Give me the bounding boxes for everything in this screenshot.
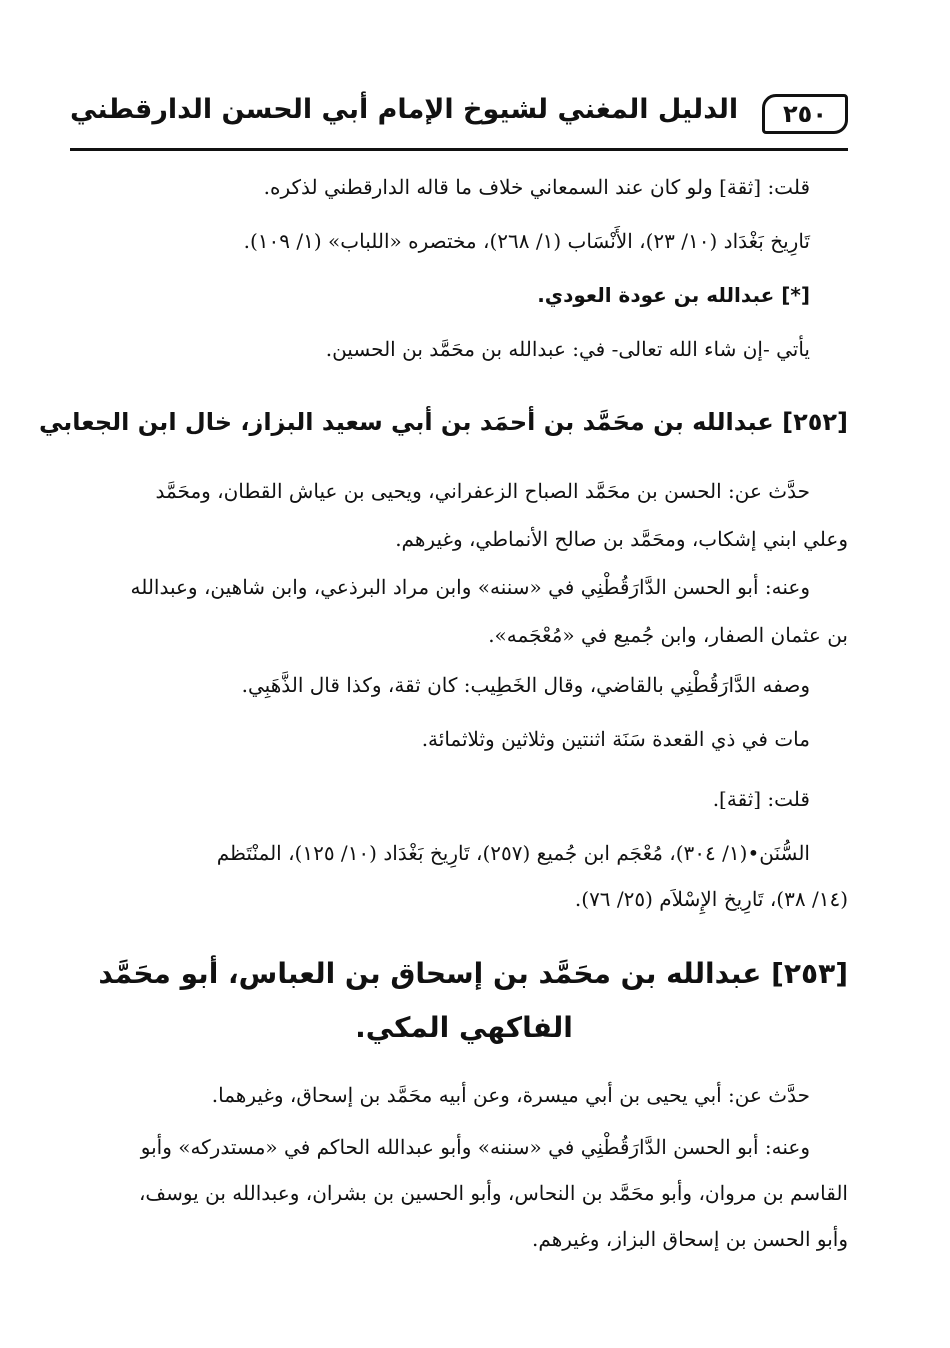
- entry-253-students-line-3: وأبو الحسن بن إسحاق البزاز، وغيرهم.: [532, 1227, 848, 1251]
- entry-253-teachers: حدَّث عن: أبي يحيى بن أبي ميسرة، وعن أبيه محَمَّد بن إسحاق، وغيرهما.: [211, 1083, 810, 1107]
- cross-reference-heading: [*] عبدالله بن عودة العودي.: [537, 283, 810, 307]
- page-header: [70, 88, 848, 144]
- entry-252-verdict: قلت: [ثقة].: [712, 787, 810, 811]
- references-line: تَارِيخ بَغْدَاد (١٠/ ٢٣)، الأَنْسَاب (١/ ٢٦٨)، مختصره «اللباب» (١/ ١٠٩).: [243, 229, 810, 253]
- entry-252-sources-line-1: السُّنَن•(١/ ٣٠٤)، مُعْجَم ابن جُميع (٢٥٧)، تَارِيخ بَغْدَاد (١٠/ ١٢٥)، المنْتَظم: [216, 841, 810, 865]
- entry-252-students-line-1: وعنه: أبو الحسن الدَّارَقُطْنِي في «سننه» وابن مراد البرذعي، وابن شاهين، وعبدالله: [130, 575, 810, 599]
- entry-252-students-line-2: بن عثمان الصفار، وابن جُميع في «مُعْجَمه».: [488, 623, 848, 647]
- cross-reference-note: يأتي -إن شاء الله تعالى- في: عبدالله بن محَمَّد بن الحسين.: [325, 337, 810, 361]
- entry-253-students-line-2: القاسم بن مروان، وأبو محَمَّد بن النحاس، وأبو الحسين بن بشران، وعبدالله بن يوسف،: [138, 1181, 848, 1205]
- header-divider: [70, 148, 848, 151]
- entry-252-description: وصفه الدَّارَقُطْنِي بالقاضي، وقال الخَطِيب: كان ثقة، وكذا قال الذَّهَبِي.: [241, 673, 810, 697]
- entry-252-sources-line-2: (١٤/ ٣٨)، تَارِيخ الإِسْلاَم (٢٥/ ٧٦).: [574, 887, 848, 911]
- entry-253-heading-line-2: الفاكهي المكي.: [355, 1011, 573, 1044]
- entry-252-teachers-line-1: حدَّث عن: الحسن بن محَمَّد الصباح الزعفراني، ويحيى بن عياش القطان، ومحَمَّد: [155, 479, 810, 503]
- entry-252-heading: [٢٥٢] عبدالله بن محَمَّد بن أحمَد بن أبي سعيد البزاز، خال ابن الجعابي: [38, 408, 848, 436]
- running-title: الدليل المغني لشيوخ الإمام أبي الحسن الدارقطني: [70, 94, 739, 125]
- entry-252-death: مات في ذي القعدة سَنَة اثنتين وثلاثين وثلاثمائة.: [421, 727, 810, 751]
- entry-253-students-line-1: وعنه: أبو الحسن الدَّارَقُطْنِي في «سننه» وأبو عبدالله الحاكم في «مستدركه» وأبو: [140, 1135, 810, 1159]
- page-number: ٢٥٠: [762, 94, 848, 134]
- note-line: قلت: [ثقة] ولو كان عند السمعاني خلاف ما قاله الدارقطني لذكره.: [263, 175, 810, 199]
- entry-252-teachers-line-2: وعلي ابني إشكاب، ومحَمَّد بن صالح الأنماطي، وغيرهم.: [395, 527, 848, 551]
- entry-253-heading-line-1: [٢٥٣] عبدالله بن محَمَّد بن إسحاق بن العباس، أبو محَمَّد: [98, 957, 848, 990]
